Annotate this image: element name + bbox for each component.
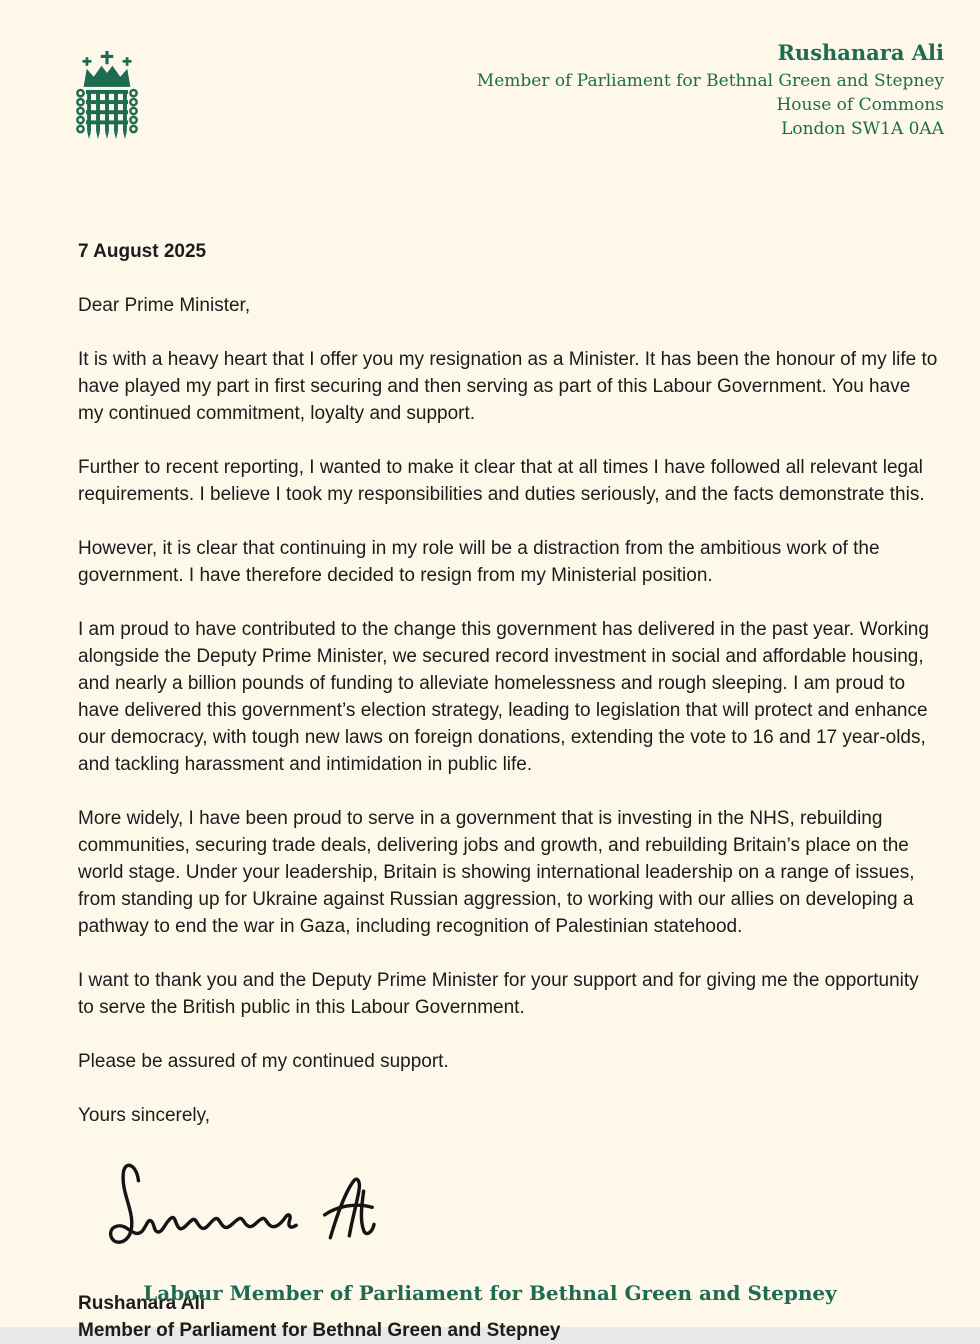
valediction: Yours sincerely, bbox=[78, 1105, 211, 1126]
salutation: Dear Prime Minister, bbox=[78, 295, 251, 316]
sender-block bbox=[477, 40, 944, 141]
signature-icon bbox=[92, 1156, 938, 1256]
sender-address-line: Member of Parliament for Bethnal Green and Stepney bbox=[476, 71, 944, 91]
footer-banner bbox=[0, 1281, 980, 1305]
paragraph: Please be assured of my continued support. bbox=[78, 1051, 449, 1072]
letterhead bbox=[0, 0, 980, 160]
paragraph: However, it is clear that continuing in my role will be a distraction from the ambitious work of the government. I have therefore decided to resign from my Ministerial position. bbox=[78, 538, 880, 586]
paragraph: It is with a heavy heart that I offer you my resignation as a Minister. It has been the honour of my life to have played my part in first securing and then serving as part of this Labour Government. You have my continued commitment, loyalty and support. bbox=[78, 349, 938, 424]
letter-body bbox=[78, 238, 938, 1344]
letter-date: 7 August 2025 bbox=[78, 241, 207, 262]
paragraph: More widely, I have been proud to serve in a government that is investing in the NHS, rebuilding communities, securing trade deals, delivering jobs and growth, and rebuilding Britain’s place on the world stage. Under your leadership, Britain is showing international leadership on a range of issues, from standing up for Ukraine against Russian aggression, to working with our allies on developing a pathway to end the war in Gaza, including recognition of Palestinian statehood. bbox=[78, 808, 915, 937]
footer-text: Labour Member of Parliament for Bethnal Green and Stepney bbox=[143, 1281, 837, 1305]
signatory-name: Rushanara Ali bbox=[78, 1293, 206, 1314]
sender-name: Rushanara Ali bbox=[777, 40, 944, 65]
portcullis-logo-icon bbox=[68, 50, 146, 149]
sender-address-line: House of Commons bbox=[776, 95, 944, 115]
sender-address-line: London SW1A 0AA bbox=[781, 119, 944, 139]
paragraph: I am proud to have contributed to the change this government has delivered in the past year. Working alongside the Deputy Prime Minister, we secured record investment in social and affordable housing, and nearly a billion pounds of funding to alleviate homelessness and rough sleeping. I am proud to have delivered this government’s election strategy, leading to legislation that will protect and enhance our democracy, with tough new laws on foreign donations, extending the vote to 16 and 17 year-olds, and tackling harassment and intimidation in public life. bbox=[78, 619, 929, 775]
signatory-title: Member of Parliament for Bethnal Green and Stepney bbox=[78, 1320, 561, 1341]
paragraph: Further to recent reporting, I wanted to make it clear that at all times I have followed all relevant legal requirements. I believe I took my responsibilities and duties seriously, and the facts demonstrate this. bbox=[78, 457, 925, 505]
paragraph: I want to thank you and the Deputy Prime Minister for your support and for giving me the opportunity to serve the British public in this Labour Government. bbox=[78, 970, 919, 1018]
